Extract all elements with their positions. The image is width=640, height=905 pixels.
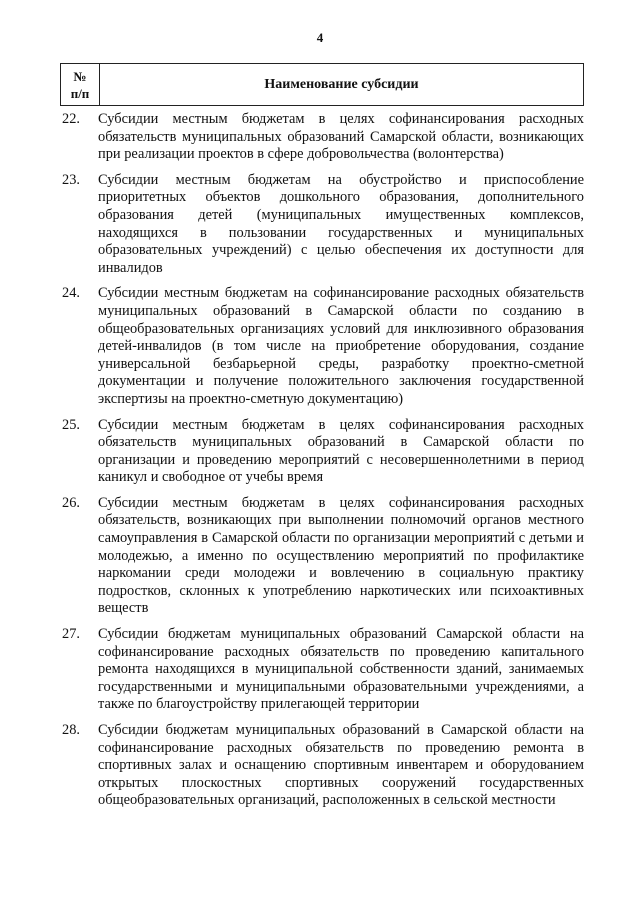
name-column-header: Наименование субсидии: [264, 76, 419, 92]
table-row: [62, 417, 584, 487]
row-number: 22.: [62, 111, 80, 127]
row-number: 28.: [62, 722, 80, 738]
table-row: [62, 722, 584, 810]
row-number: 24.: [62, 285, 80, 302]
table-row: [62, 172, 584, 278]
row-number: 25.: [62, 416, 80, 433]
subsidy-name: Субсидии бюджетам муниципальных образований в Самарской области на софинансирование расходных обязательств по проведению ремонта в спортивных залах и оснащению спортивным инвентарем и оборудованием открытых плоскостных спортивных сооружений государственных общеобразовательных организаций, расположенных в сельской местности: [98, 722, 584, 809]
table-row: [62, 111, 584, 164]
subsidy-name: Субсидии местным бюджетам в целях софинансирования расходных обязательств муниципальных образований Самарской области, возникающих при реализации проектов в сфере добровольчества (волонтерства): [98, 111, 584, 163]
subsidy-name: Субсидии местным бюджетам на обустройство и приспособление приоритетных объектов дошкольного образования, дополнительного образования детей (муниципальных имущественных комплексов, находящихся в пользовании государственных и муниципальных образовательных учреждений) с целью обеспечения их доступности для инвалидов: [98, 171, 584, 276]
row-number: 27.: [62, 626, 80, 643]
table-row: [62, 626, 584, 714]
page-number: 4: [316, 30, 324, 45]
number-sign: №: [73, 68, 87, 84]
table-row: [62, 495, 584, 618]
number-abbrev: п/п: [70, 85, 90, 101]
row-number: 26.: [62, 494, 80, 511]
subsidy-name: Субсидии бюджетам муниципальных образований Самарской области на софинансирование расходных обязательств по проведению капитального ремонта находящихся в муниципальной собственности зданий, занимаемых государственными и муниципальными образовательными учреждениями, а также по благоустройству прилегающей территории: [98, 626, 584, 713]
subsidy-list: [62, 111, 584, 818]
number-column-header: [61, 64, 100, 105]
table-header: [60, 63, 584, 106]
row-number: 23.: [62, 171, 80, 188]
subsidy-name: Субсидии местным бюджетам в целях софинансирования расходных обязательств, возникающих при выполнении полномочий органов местного самоуправления в Самарской области по организации мероприятий с детьми и молодежью, а именно по осуществлению мероприятий по профилактике наркомании среди молодежи и вовлечению в социальную практику подростков, склонных к употреблению наркотических или психоактивных веществ: [98, 494, 584, 617]
subsidy-name: Субсидии местным бюджетам на софинансирование расходных обязательств муниципальных образований в Самарской области по созданию в общеобразовательных организациях условий для инклюзивного образования детей-инвалидов (в том числе на приобретение оборудования, создание универсальной безбарьерной среды, разработку проектно-сметной документации и получение положительного заключения государственной экспертизы на проектно-сметную документацию): [98, 285, 584, 407]
table-row: [62, 285, 584, 408]
subsidy-name: Субсидии местным бюджетам в целях софинансирования расходных обязательств муниципальных образований в Самарской области по организации и проведению мероприятий с несовершеннолетними в период каникул и свободное от учебы время: [98, 416, 584, 486]
